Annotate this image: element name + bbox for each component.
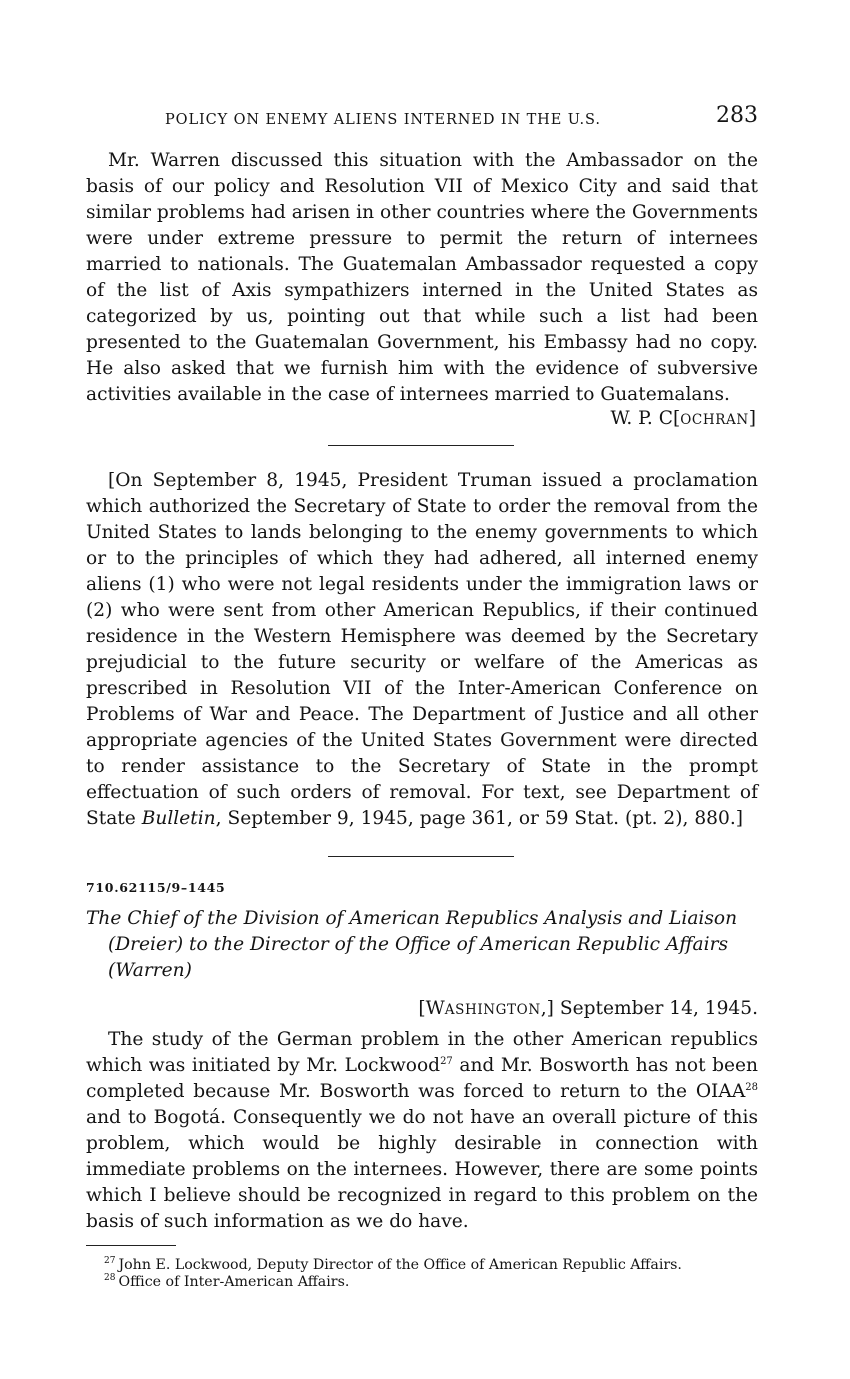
memo-paragraph: Mr. Warren discussed this situation with the Ambassador on the basis of our policy and Resolution VII of Mexico City and said that similar problems had arisen in other countries where the Governments were under extreme pressure to permit the return of internees married to nationals. The Guatemalan Ambassador requested a copy of the list of Axis sympathizers interned in the United States as categorized by us, pointing out that while such a list had been presented to the Guatemalan Government, his Embassy had no copy. He also asked that we furnish him with the evidence of subversive activities available in the case of internees married to Guatemalans. bbox=[86, 150, 758, 405]
footnote-ref-28[interactable]: 28 bbox=[745, 1081, 758, 1093]
running-head: POLICY ON ENEMY ALIENS INTERNED IN THE U.S. bbox=[165, 112, 601, 128]
page-header bbox=[160, 103, 758, 133]
footnote-rule bbox=[86, 1245, 176, 1246]
footnotes bbox=[104, 1257, 764, 1291]
bulletin-title: Bulletin bbox=[141, 808, 216, 829]
editorial-note: [On September 8, 1945, President Truman issued a proclamation which authorized the Secretary of State to order the removal from the United States to lands belonging to the enemy governments to which or to the principles of which they had adhered, all interned enemy aliens (1) who were not legal residents under the immigration laws or (2) who were sent from other American Republics, if their continued residence in the Western Hemisphere was deemed by the Secretary prejudicial to the future security or welfare of the Americas as prescribed in Resolution VII of the Inter-American Conference on Problems of War and Peace. The Department of Justice and all other appropriate agencies of the United States Government were directed to render assistance to the Secretary of State in the prompt effectuation of such orders of removal. For text, see Department of State Bulletin, September 9, 1945, page 361, or 59 Stat. (pt. 2), 880.] bbox=[86, 470, 758, 829]
document-body: The study of the German problem in the other American republics which was initiated by Mr. Lockwood$^{27}$ and Mr. Bosworth has not been completed because Mr. Bosworth was forced to return to the OIAA$^{28}$ and to Bogotá. Consequently we do not have an overall picture of this problem, which would be highly desirable in connection with immediate problems on the internees. However, there are some points which I believe should be recognized in regard to this problem on the basis of such information as we do have. bbox=[86, 1029, 759, 1232]
footnote: $^{27}$ John E. Lockwood, Deputy Director of the Office of American Republic Affairs. bbox=[104, 1256, 682, 1273]
footnote-ref-27[interactable]: 27 bbox=[440, 1055, 453, 1067]
file-number: 710.62115/9–1445 bbox=[86, 880, 226, 895]
page-number: 283 bbox=[716, 103, 758, 128]
footnote: $^{28}$ Office of Inter-American Affairs. bbox=[104, 1273, 350, 1290]
memo-signature: W. P. C[OCHRAN] bbox=[610, 408, 756, 429]
dateline: [WASHINGTON,] September 14, 1945. bbox=[418, 998, 758, 1019]
document-title: The Chief of the Division of American Republics Analysis and Liaison (Dreier) to the Director of the Office of American Republic Affairs (Warren) bbox=[86, 908, 738, 981]
section-divider bbox=[328, 445, 514, 446]
section-divider bbox=[328, 856, 514, 857]
